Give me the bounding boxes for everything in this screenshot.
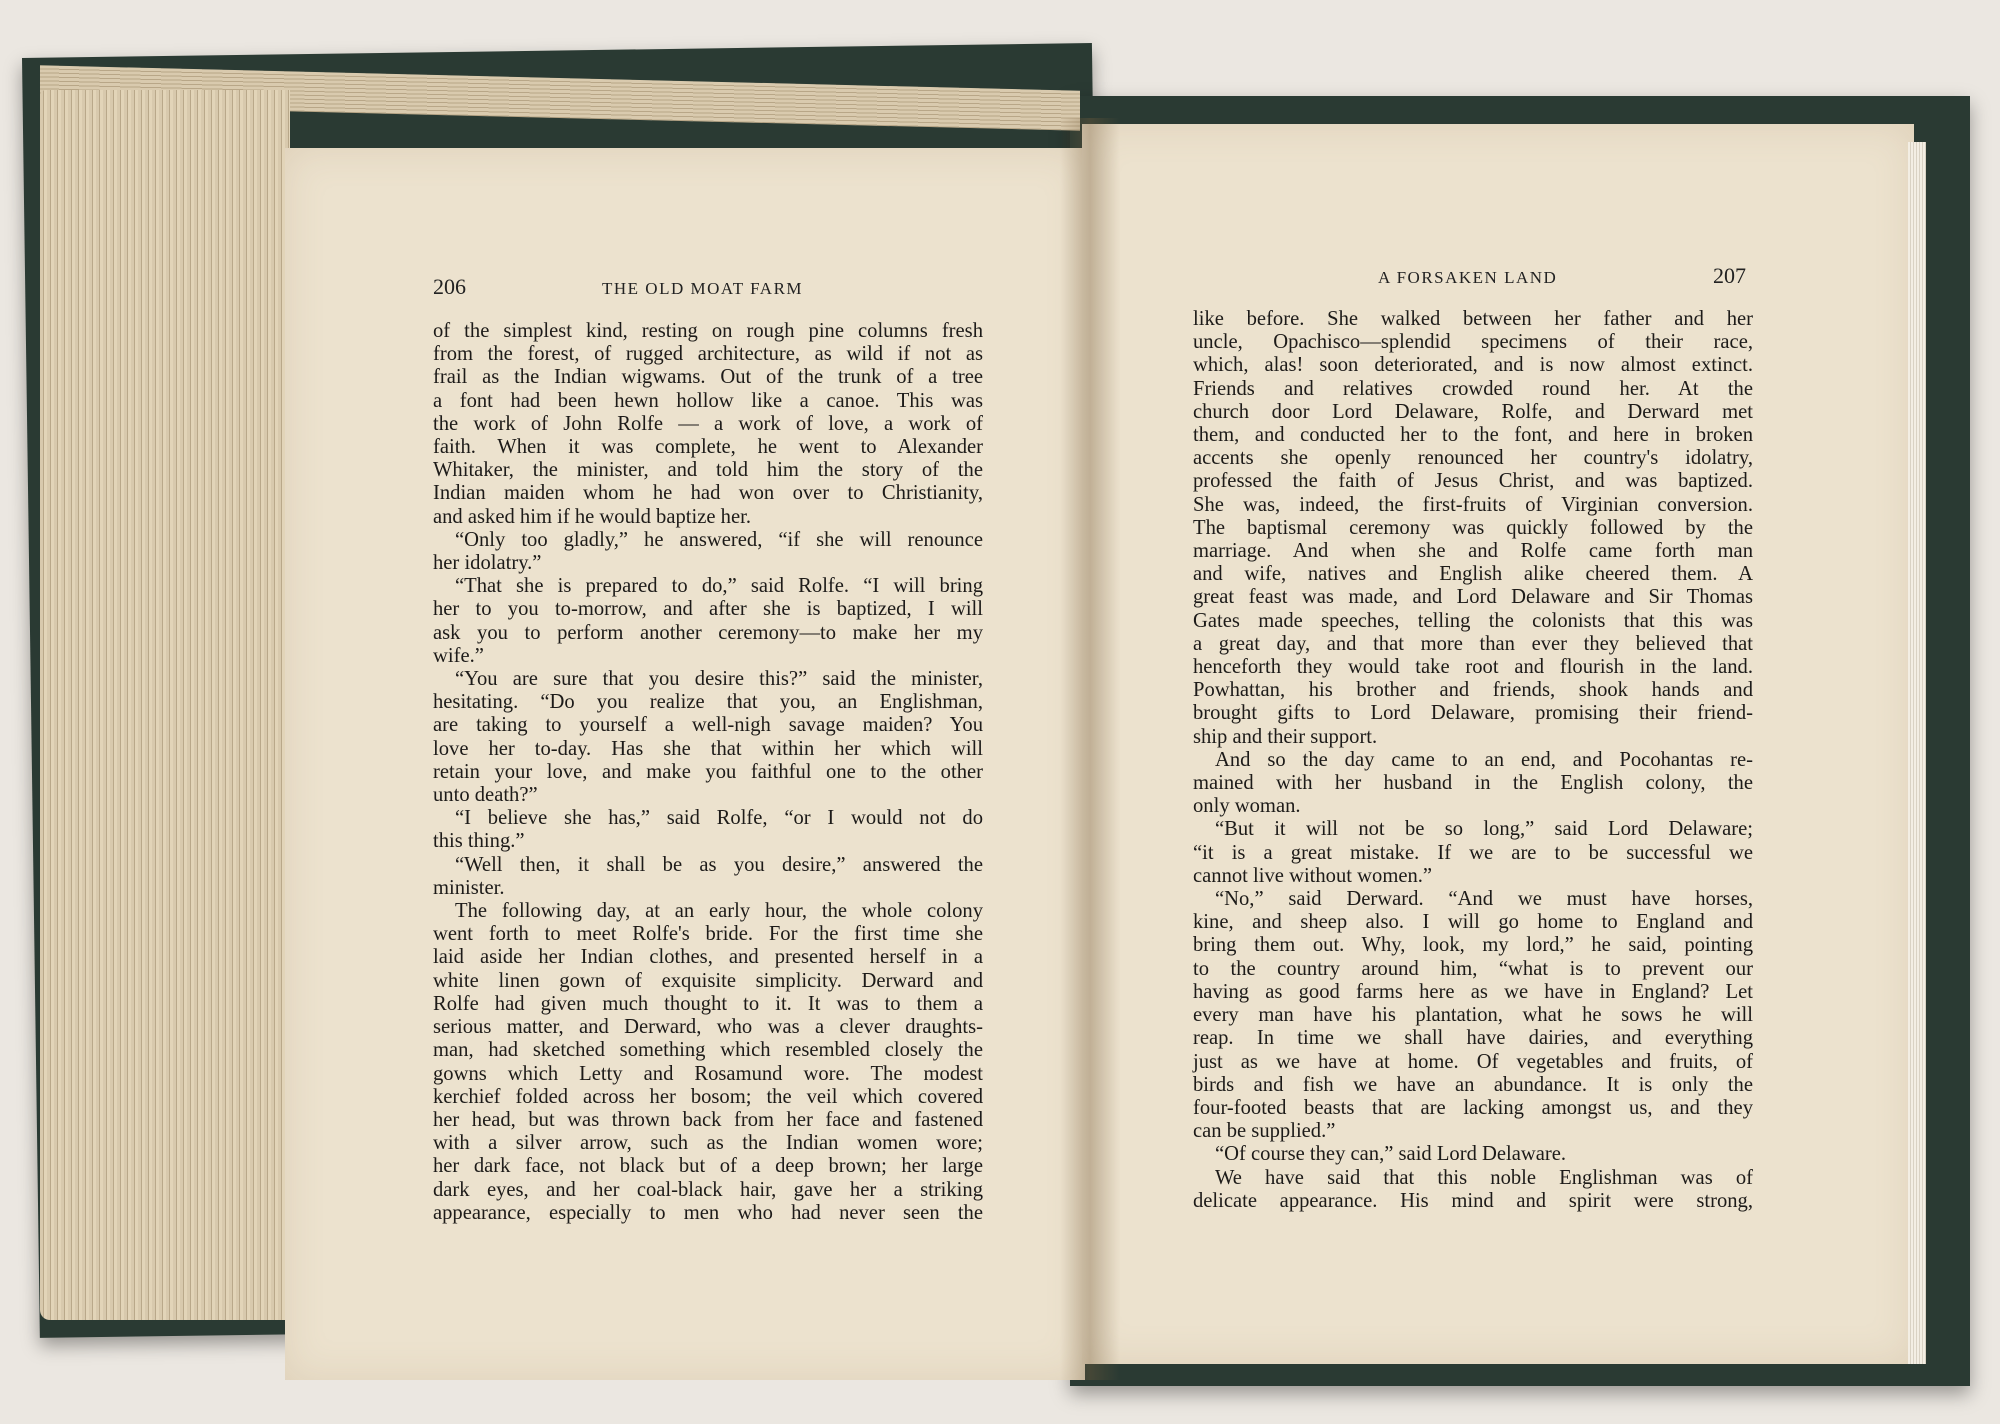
text-line: great feast was made, and Lord Delaware and Sir Thomas (1193, 586, 1753, 609)
text-line: Rolfe had given much thought to it. It was to them a (433, 992, 983, 1015)
text-line: ship and their support. (1193, 725, 1378, 748)
text-line: bring them out. Why, look, my lord,” he said, pointing (1193, 934, 1753, 957)
text-line: just as we have at home. Of vegetables and fruits, of (1193, 1050, 1753, 1073)
text-line: delicate appearance. His mind and spirit were strong, (1193, 1189, 1753, 1212)
text-line: her head, but was thrown back from her face and fastened (433, 1108, 983, 1131)
text-line: four-footed beasts that are lacking amongst us, and they (1193, 1096, 1753, 1119)
book-gutter (1060, 118, 1120, 1380)
text-line: a font had been hewn hollow like a canoe. This was (433, 389, 983, 412)
text-line: Friends and relatives crowded round her. At the (1193, 377, 1753, 400)
text-line: She was, indeed, the first-fruits of Virginian conversion. (1193, 493, 1753, 516)
text-line: like before. She walked between her father and her (1193, 308, 1753, 330)
text-line: serious matter, and Derward, who was a clever draughts- (433, 1016, 983, 1039)
page-block-edge (40, 90, 290, 1320)
text-line: And so the day came to an end, and Pocohantas re- (1215, 748, 1753, 771)
text-line: from the forest, of rugged architecture, as wild if not as (433, 343, 983, 366)
text-line: “Only too gladly,” he answered, “if she will renounce (455, 528, 983, 551)
text-line: only woman. (1193, 795, 1301, 818)
right-page-text (1193, 308, 1753, 1213)
text-line: kerchief folded across her bosom; the veil which covered (433, 1085, 983, 1108)
text-line: “it is a great mistake. If we are to be successful we (1193, 841, 1753, 864)
text-line: the work of John Rolfe — a work of love, a work of (433, 412, 983, 435)
left-page-number: 206 (433, 274, 466, 299)
text-line: cannot live without women.” (1193, 864, 1433, 887)
text-line: kine, and sheep also. I will go home to England and (1193, 911, 1753, 934)
text-line: frail as the Indian wigwams. Out of the trunk of a tree (433, 366, 983, 389)
text-line: to the country around him, “what is to prevent our (1193, 957, 1753, 980)
text-line: of the simplest kind, resting on rough pine columns fresh (433, 320, 983, 342)
text-line: Indian maiden whom he had won over to Christianity, (433, 482, 983, 505)
text-line: accents she openly renounced her country's idolatry, (1193, 447, 1753, 470)
text-line: The baptismal ceremony was quickly followed by the (1193, 516, 1753, 539)
text-line: uncle, Opachisco—splendid specimens of their race, (1193, 331, 1753, 354)
text-line: laid aside her Indian clothes, and presented herself in a (433, 946, 983, 969)
text-line: every man have his plantation, what he sows he will (1193, 1004, 1753, 1027)
text-line: “No,” said Derward. “And we must have horses, (1215, 888, 1753, 911)
text-line: wife.” (433, 644, 484, 667)
text-line: henceforth they would take root and flourish in the land. (1193, 656, 1753, 679)
text-line: marriage. And when she and Rolfe came forth man (1193, 540, 1753, 563)
text-line: retain your love, and make you faithful one to the other (433, 760, 983, 783)
text-line: professed the faith of Jesus Christ, and was baptized. (1193, 470, 1753, 493)
text-line: “Well then, it shall be as you desire,” answered the (455, 853, 983, 876)
text-line: white linen gown of exquisite simplicity. Derward and (433, 969, 983, 992)
text-line: her to you to-morrow, and after she is baptized, I will (433, 598, 983, 621)
text-line: her idolatry.” (433, 552, 542, 575)
text-line: unto death?” (433, 784, 538, 807)
text-line: and asked him if he would baptize her. (433, 505, 751, 528)
text-line: went forth to meet Rolfe's bride. For the first time she (433, 923, 983, 946)
text-line: a great day, and that more than ever they believed that (1193, 632, 1753, 655)
text-line: reap. In time we shall have dairies, and everything (1193, 1027, 1753, 1050)
text-line: man, had sketched something which resembled closely the (433, 1039, 983, 1062)
text-line: “But it will not be so long,” said Lord Delaware; (1215, 818, 1753, 841)
text-line: with a silver arrow, such as the Indian women wore; (433, 1132, 983, 1155)
text-line: love her to-day. Has she that within her which will (433, 737, 983, 760)
text-line: “You are sure that you desire this?” said the minister, (455, 668, 983, 691)
text-line: mained with her husband in the English colony, the (1193, 772, 1753, 795)
text-line: them, and conducted her to the font, and here in broken (1193, 424, 1753, 447)
text-line: can be supplied.” (1193, 1120, 1336, 1143)
text-line: “Of course they can,” said Lord Delaware. (1215, 1143, 1567, 1166)
text-line: Whitaker, the minister, and told him the story of the (433, 459, 983, 482)
text-line: having as good farms here as we have in England? Let (1193, 980, 1753, 1003)
right-page-edge (1908, 142, 1926, 1364)
text-line: We have said that this noble Englishman was of (1215, 1166, 1753, 1189)
text-line: and wife, natives and English alike cheered them. A (1193, 563, 1753, 586)
text-line: church door Lord Delaware, Rolfe, and Derward met (1193, 400, 1753, 423)
text-line: birds and fish we have an abundance. It is only the (1193, 1073, 1753, 1096)
text-line: this thing.” (433, 830, 525, 853)
text-line: ask you to perform another ceremony—to make her my (433, 621, 983, 644)
right-page-number: 207 (1713, 263, 1746, 288)
text-line: The following day, at an early hour, the whole colony (455, 900, 983, 923)
right-running-head: A FORSAKEN LAND (1378, 268, 1558, 287)
text-line: Gates made speeches, telling the colonists that this was (1193, 609, 1753, 632)
text-line: “I believe she has,” said Rolfe, “or I would not do (455, 807, 983, 830)
left-page-text (433, 320, 983, 1225)
text-line: minister. (433, 876, 505, 899)
text-line: “That she is prepared to do,” said Rolfe. “I will bring (455, 575, 983, 598)
text-line: brought gifts to Lord Delaware, promising their friend- (1193, 702, 1753, 725)
text-line: hesitating. “Do you realize that you, an Englishman, (433, 691, 983, 714)
text-line: appearance, especially to men who had never seen the (433, 1201, 983, 1224)
text-line: dark eyes, and her coal-black hair, gave her a striking (433, 1178, 983, 1201)
text-line: Powhattan, his brother and friends, shook hands and (1193, 679, 1753, 702)
text-line: gowns which Letty and Rosamund wore. The modest (433, 1062, 983, 1085)
text-line: her dark face, not black but of a deep brown; her large (433, 1155, 983, 1178)
text-line: are taking to yourself a well-nigh savage maiden? You (433, 714, 983, 737)
text-line: faith. When it was complete, he went to Alexander (433, 436, 983, 459)
left-running-head: THE OLD MOAT FARM (602, 279, 804, 298)
text-line: which, alas! soon deteriorated, and is now almost extinct. (1193, 354, 1753, 377)
